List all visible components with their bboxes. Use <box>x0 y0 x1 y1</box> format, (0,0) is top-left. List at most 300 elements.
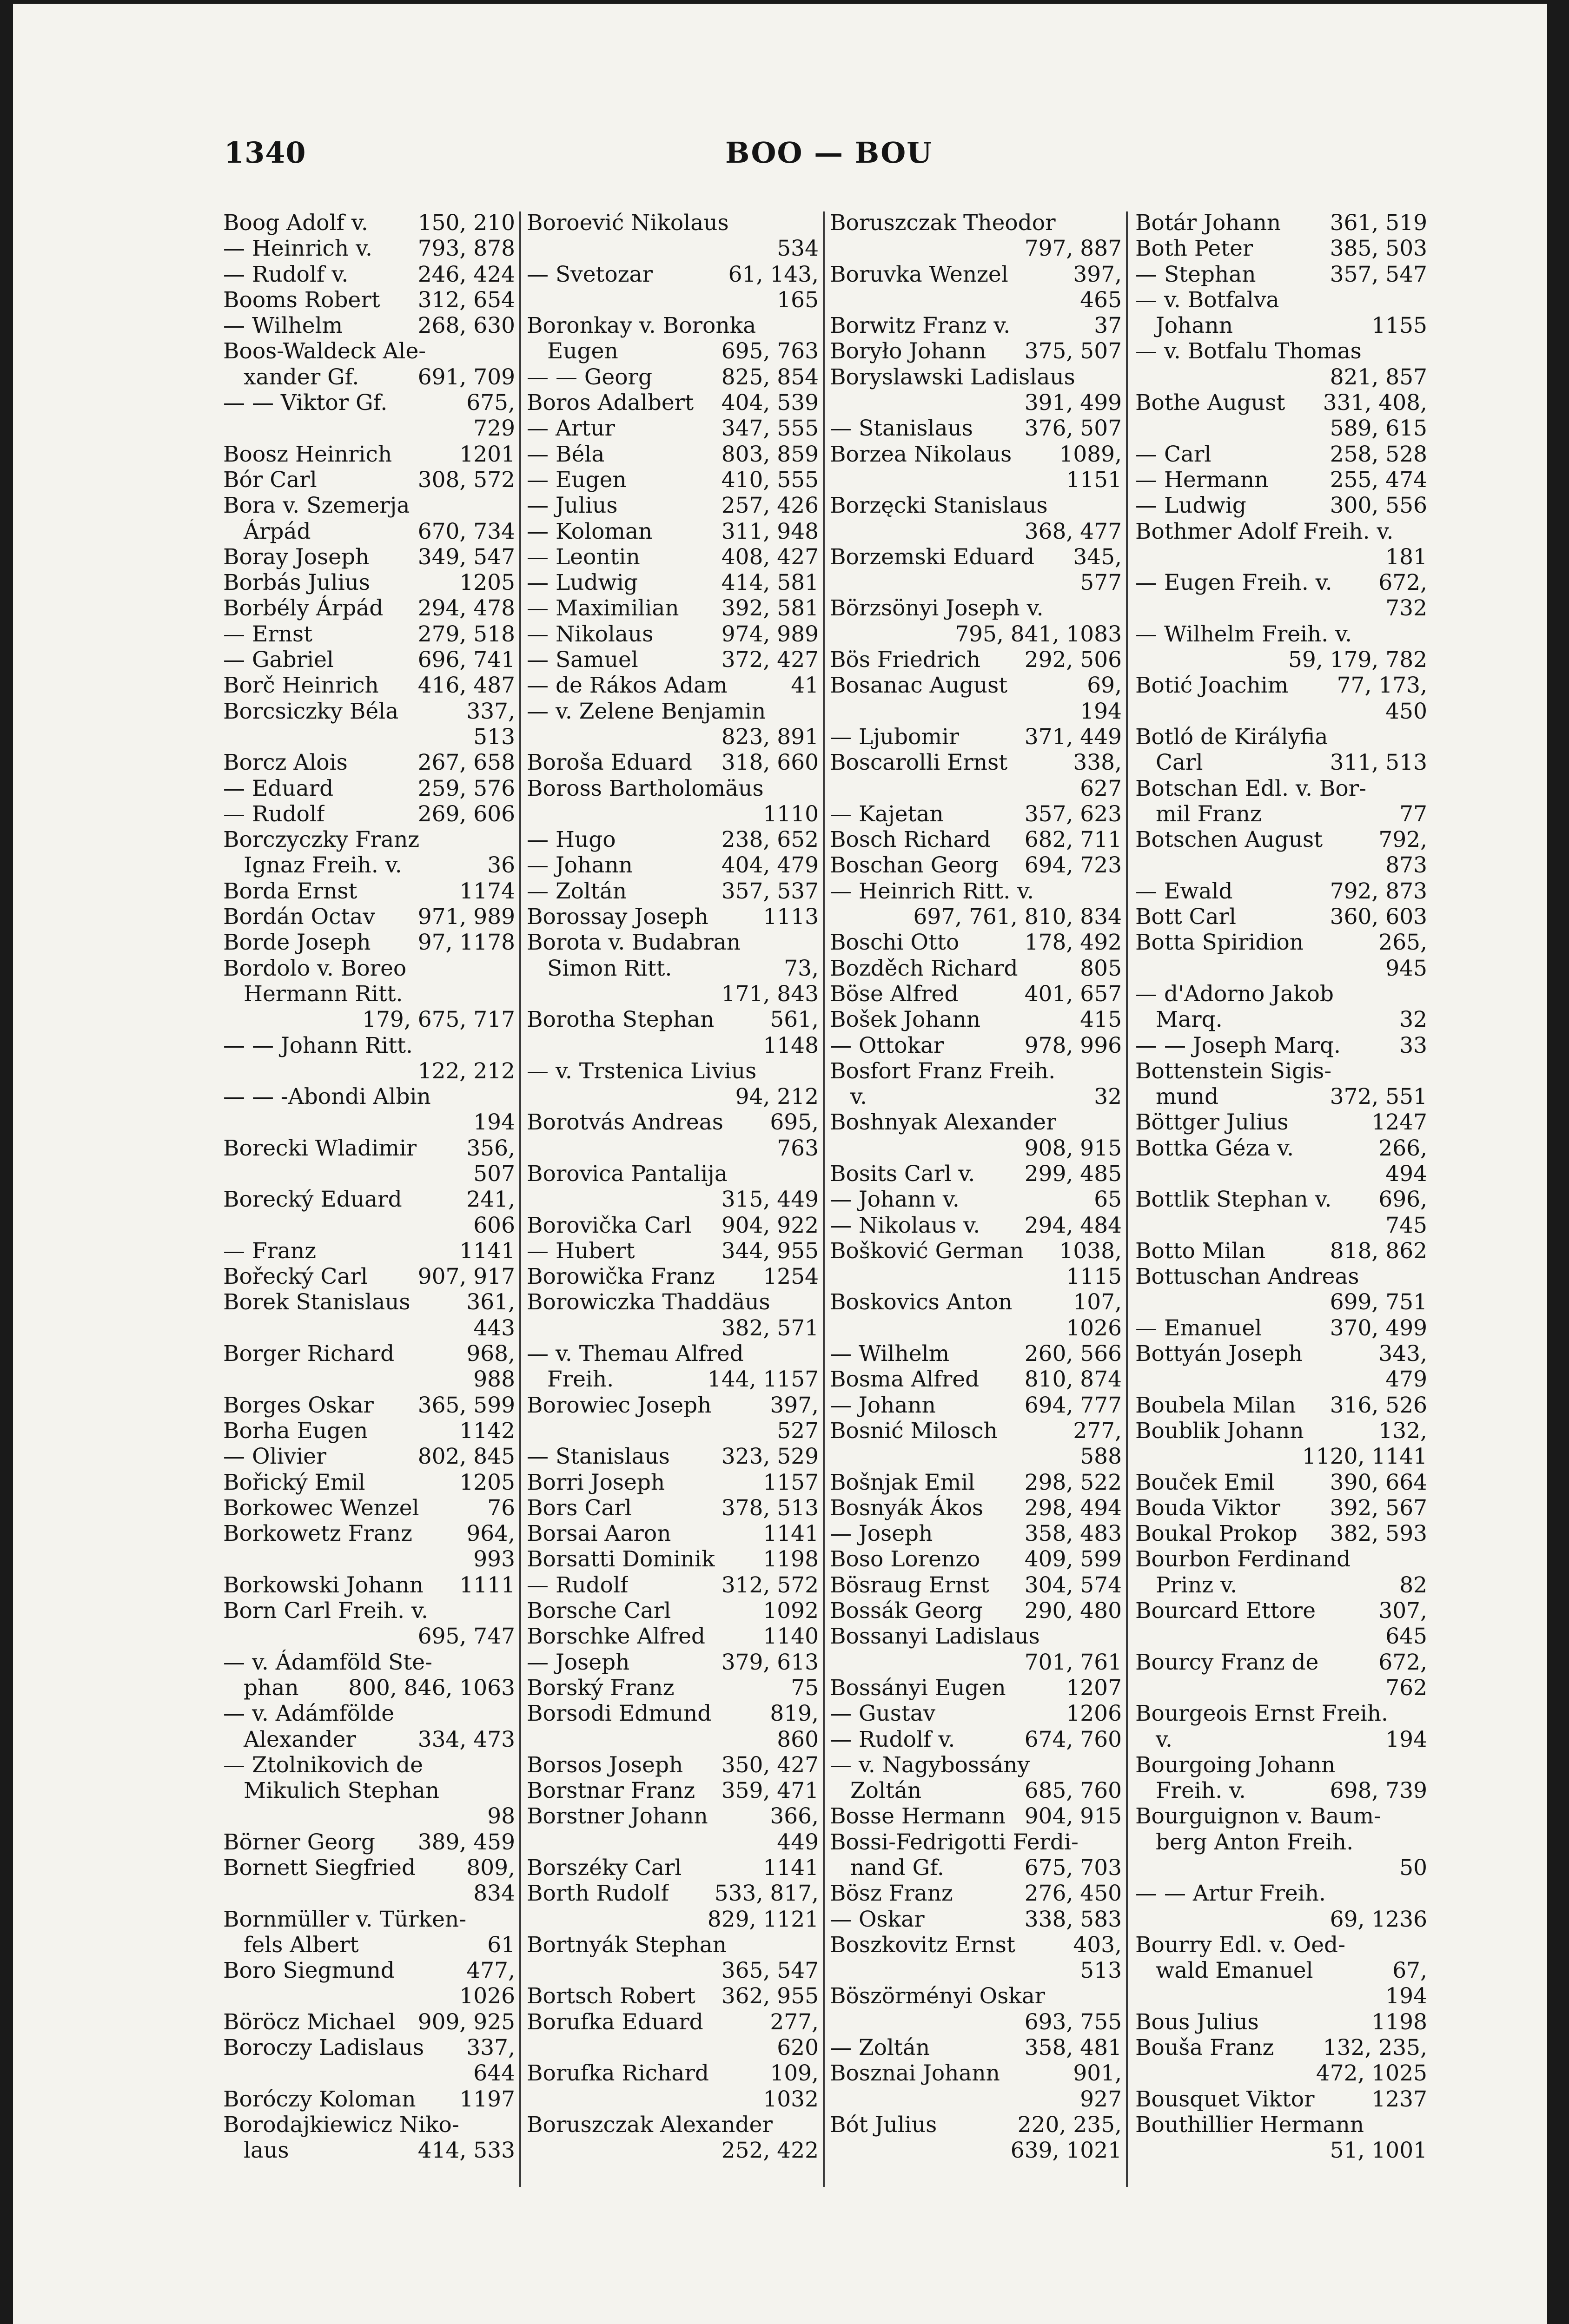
entry-name: — Olivier <box>223 1444 327 1470</box>
entry-name: — v. Nagybossány <box>830 1752 1030 1778</box>
index-entry <box>527 776 819 801</box>
page-references: 397, <box>1073 261 1122 287</box>
entry-name: — Hermann <box>1135 467 1269 493</box>
page-references: 978, 996 <box>1024 1032 1122 1058</box>
index-entry-continuation <box>830 467 1122 493</box>
page-references: 122, 212 <box>417 1058 515 1084</box>
index-entry <box>830 1752 1122 1778</box>
entry-name: Borri Joseph <box>527 1469 665 1495</box>
entry-name: Borek Stanislaus <box>223 1289 410 1315</box>
page-references: 366, <box>770 1803 819 1829</box>
entry-name: Bottyán Joseph <box>1135 1341 1303 1367</box>
page-references: 390, 664 <box>1330 1469 1427 1495</box>
index-entry <box>527 262 819 287</box>
index-entry <box>527 673 819 698</box>
index-entry-continuation <box>527 1958 819 1983</box>
entry-name: — Emanuel <box>1135 1315 1262 1341</box>
entry-name: Boro Siegmund <box>223 1958 395 1984</box>
index-entry <box>223 1829 515 1855</box>
page-references: 691, 709 <box>417 364 515 390</box>
entry-name: Bourry Edl. v. Oed- <box>1135 1932 1346 1958</box>
index-entry-continuation <box>527 2035 819 2060</box>
entry-name: — Rudolf v. <box>223 261 349 287</box>
page-references: 358, 483 <box>1024 1521 1122 1547</box>
index-entry <box>223 827 515 852</box>
index-entry-continuation <box>1135 416 1427 441</box>
page-references: 362, 955 <box>721 1983 819 2009</box>
page-number: 1340 <box>224 136 306 170</box>
index-entry <box>830 1598 1122 1624</box>
index-entry <box>527 570 819 595</box>
entry-name: Ignaz Freih. v. <box>244 852 402 878</box>
entry-name: Bosnyák Ákos <box>830 1495 984 1521</box>
index-entry <box>1135 1778 1427 1803</box>
page-references: 825, 854 <box>721 364 819 390</box>
index-entry <box>223 236 515 261</box>
page-references: 694, 723 <box>1024 852 1122 878</box>
entry-name: nand Gf. <box>850 1855 944 1881</box>
page-references: 334, 473 <box>417 1726 515 1752</box>
page-references: 94, 212 <box>735 1084 819 1110</box>
index-entry-continuation <box>830 1315 1122 1341</box>
page-references: 308, 572 <box>417 467 515 493</box>
index-entry <box>1135 467 1427 493</box>
page-references: 821, 857 <box>1330 364 1427 390</box>
entry-name: Eugen <box>547 338 618 364</box>
index-entry-continuation <box>1135 2138 1427 2163</box>
entry-name: — Stephan <box>1135 261 1256 287</box>
entry-name: Borovička Carl <box>527 1212 692 1238</box>
index-entry <box>223 981 515 1007</box>
page-references: 1120, 1141 <box>1302 1444 1427 1470</box>
entry-name: — Heinrich v. <box>223 236 372 262</box>
entry-name: — Ewald <box>1135 878 1233 904</box>
page-references: 729 <box>473 416 515 442</box>
index-entry <box>223 493 515 518</box>
page-references: 904, 922 <box>721 1212 819 1238</box>
entry-name: — Zoltán <box>527 878 627 904</box>
index-entry <box>830 1161 1122 1187</box>
index-entry <box>527 1598 819 1624</box>
index-entry <box>223 1855 515 1881</box>
index-entry-continuation <box>1135 1675 1427 1701</box>
index-entry <box>830 1932 1122 1958</box>
index-entry-continuation <box>527 1829 819 1855</box>
page-references: 370, 499 <box>1330 1315 1427 1341</box>
entry-name: Bosnić Milosch <box>830 1418 998 1444</box>
entry-name: Botschan Edl. v. Bor- <box>1135 775 1367 801</box>
index-entry-continuation <box>830 699 1122 724</box>
page-references: 974, 989 <box>721 621 819 647</box>
index-entry-continuation <box>830 1958 1122 1983</box>
entry-name: Bottenstein Sigis- <box>1135 1058 1332 1084</box>
page-references: 477, <box>466 1958 515 1984</box>
entry-name: Bosse Hermann <box>830 1803 1006 1829</box>
page-references: 360, 603 <box>1330 904 1427 930</box>
index-entry-continuation <box>527 724 819 750</box>
index-entry-continuation <box>1135 1624 1427 1649</box>
index-entry <box>223 956 515 981</box>
page-references: 82 <box>1399 1572 1427 1598</box>
entry-name: Bossi-Fedrigotti Ferdi- <box>830 1829 1079 1855</box>
index-entry <box>223 1084 515 1109</box>
index-entry <box>1135 930 1427 955</box>
index-entry <box>527 544 819 570</box>
index-entry <box>527 1932 819 1958</box>
page-references: 606 <box>473 1212 515 1238</box>
index-entry <box>830 493 1122 518</box>
entry-name: — Franz <box>223 1238 317 1264</box>
index-entry <box>830 827 1122 852</box>
entry-name: Bosfort Franz Freih. <box>830 1058 1056 1084</box>
index-entry <box>830 313 1122 338</box>
page-references: 698, 739 <box>1330 1778 1427 1804</box>
entry-name: — Carl <box>1135 441 1212 467</box>
index-entry <box>1135 1264 1427 1289</box>
page-references: 98 <box>487 1803 515 1829</box>
entry-name: Borkowski Johann <box>223 1572 424 1598</box>
entry-name: Both Peter <box>1135 236 1253 262</box>
entry-name: Borowička Franz <box>527 1264 715 1290</box>
page-references: 246, 424 <box>417 261 515 287</box>
entry-name: Bösz Franz <box>830 1881 953 1907</box>
entry-name: — v. Adámfölde <box>223 1701 395 1727</box>
index-entry-continuation <box>830 1136 1122 1161</box>
page-references: 382, 593 <box>1330 1521 1427 1547</box>
index-entry <box>830 442 1122 467</box>
index-entry <box>527 1572 819 1598</box>
page-references: 416, 487 <box>417 673 515 699</box>
page-references: 397, <box>770 1392 819 1418</box>
index-entry <box>830 956 1122 981</box>
page-references: 356, <box>466 1135 515 1161</box>
index-entry <box>1135 1033 1427 1058</box>
index-entry <box>527 1058 819 1084</box>
index-entry <box>830 1624 1122 1649</box>
index-entry <box>223 1650 515 1675</box>
index-entry <box>527 1983 819 2009</box>
page-references: 1254 <box>763 1264 819 1290</box>
index-entry <box>527 699 819 724</box>
page-references: 392, 567 <box>1330 1495 1427 1521</box>
entry-name: Borha Eugen <box>223 1418 368 1444</box>
index-entry <box>1135 2009 1427 2035</box>
page-references: 69, 1236 <box>1330 1906 1427 1932</box>
index-entry <box>830 1470 1122 1495</box>
page-references: 802, 845 <box>417 1444 515 1470</box>
entry-name: v. <box>1156 1726 1172 1752</box>
page-references: 404, 539 <box>721 390 819 416</box>
index-entry <box>830 1881 1122 1906</box>
page-references: 507 <box>473 1161 515 1187</box>
entry-name: Bór Carl <box>223 467 317 493</box>
entry-name: Bourgoing Johann <box>1135 1752 1336 1778</box>
index-entry <box>527 210 819 236</box>
entry-name: Bouček Emil <box>1135 1469 1275 1495</box>
index-entry <box>223 2086 515 2112</box>
entry-name: Freih. <box>547 1367 614 1393</box>
index-entry <box>223 2112 515 2138</box>
entry-name: Borsos Joseph <box>527 1752 683 1778</box>
index-entry <box>830 673 1122 698</box>
index-entry <box>527 1367 819 1392</box>
page-references: 194 <box>473 1109 515 1136</box>
page-references: 901, <box>1073 2060 1122 2086</box>
page-references: 675, 703 <box>1024 1855 1122 1881</box>
index-entry-continuation <box>527 981 819 1007</box>
entry-name: Boukal Prokop <box>1135 1521 1298 1547</box>
page-references: 365, 599 <box>417 1392 515 1418</box>
entry-name: Borč Heinrich <box>223 673 379 699</box>
page-references: 51, 1001 <box>1330 2138 1427 2164</box>
index-entry <box>223 544 515 570</box>
index-column-3 <box>830 210 1122 2164</box>
index-entry <box>223 1675 515 1701</box>
page-references: 194 <box>1080 698 1122 724</box>
entry-name: Borszéky Carl <box>527 1855 682 1881</box>
entry-name: Boros Adalbert <box>527 390 694 416</box>
entry-name: Borsche Carl <box>527 1598 671 1624</box>
entry-name: Bourguignon v. Baum- <box>1135 1803 1381 1829</box>
index-entry <box>830 647 1122 673</box>
page-references: 561, <box>770 1007 819 1033</box>
page-references: 299, 485 <box>1024 1161 1122 1187</box>
index-entry-continuation <box>830 1264 1122 1289</box>
page-references: 533, 817, <box>714 1881 819 1907</box>
entry-name: Borcsiczky Béla <box>223 698 399 724</box>
index-entry <box>527 338 819 364</box>
entry-name: Bors Carl <box>527 1495 632 1521</box>
page-references: 1207 <box>1066 1675 1122 1701</box>
entry-name: — Maximilian <box>527 595 679 621</box>
entry-name: Börzsönyi Joseph v. <box>830 595 1044 621</box>
page-references: 472, 1025 <box>1316 2060 1427 2086</box>
index-entry <box>830 1187 1122 1212</box>
index-entry-continuation <box>223 1315 515 1341</box>
index-entry <box>527 2009 819 2035</box>
page-references: 682, 711 <box>1024 827 1122 853</box>
page-references: 316, 526 <box>1330 1392 1427 1418</box>
entry-name: — Hubert <box>527 1238 635 1264</box>
entry-name: Borotha Stephan <box>527 1007 715 1033</box>
page-references: 588 <box>1080 1444 1122 1470</box>
index-column-4 <box>1135 210 1427 2164</box>
index-entry <box>223 1393 515 1418</box>
page-references: 800, 846, 1063 <box>348 1675 515 1701</box>
index-entry <box>223 1341 515 1367</box>
index-entry <box>527 1521 819 1546</box>
index-entry <box>1135 1958 1427 1983</box>
page-references: 968, <box>466 1341 515 1367</box>
index-entry <box>1135 210 1427 236</box>
entry-name: Bourgeois Ernst Freih. <box>1135 1701 1388 1727</box>
index-entry <box>527 2060 819 2086</box>
page-references: 1151 <box>1066 467 1122 493</box>
page-references: 59, 179, 782 <box>1288 647 1427 673</box>
index-entry <box>527 1444 819 1469</box>
page-references: 696, 741 <box>417 647 515 673</box>
entry-name: Borschke Alfred <box>527 1624 705 1650</box>
entry-name: Bortsch Robert <box>527 1983 695 2009</box>
index-entry <box>1135 236 1427 261</box>
page-references: 1141 <box>763 1855 819 1881</box>
index-entry <box>223 364 515 390</box>
entry-name: Bosma Alfred <box>830 1367 980 1393</box>
page-references: 298, 522 <box>1024 1469 1122 1495</box>
page-references: 347, 555 <box>721 416 819 442</box>
index-entry <box>1135 1752 1427 1778</box>
index-entry <box>223 930 515 955</box>
index-entry <box>830 2112 1122 2138</box>
index-entry <box>527 1675 819 1701</box>
entry-name: Borsatti Dominik <box>527 1546 715 1572</box>
index-entry <box>223 390 515 416</box>
entry-name: — Julius <box>527 493 618 519</box>
entry-name: Boray Joseph <box>223 544 370 570</box>
page-references: 311, 513 <box>1330 750 1427 776</box>
index-entry <box>223 1727 515 1752</box>
index-entry <box>830 1495 1122 1521</box>
page-references: 331, 408, <box>1323 390 1427 416</box>
page-references: 279, 518 <box>417 621 515 647</box>
entry-name: Boruszczak Theodor <box>830 210 1056 236</box>
index-entry <box>527 1701 819 1726</box>
index-entry <box>527 852 819 878</box>
entry-name: Bourcard Ettore <box>1135 1598 1316 1624</box>
entry-name: Bourbon Ferdinand <box>1135 1546 1351 1572</box>
index-entry-continuation <box>1135 1907 1427 1932</box>
index-entry <box>1135 1881 1427 1906</box>
index-entry <box>527 519 819 544</box>
index-entry <box>830 724 1122 750</box>
page-references: 1198 <box>1371 2009 1427 2035</box>
entry-name: — — Artur Freih. <box>1135 1881 1326 1907</box>
entry-name: Borzemski Eduard <box>830 544 1035 570</box>
page-references: 311, 948 <box>721 518 819 544</box>
entry-name: — Béla <box>527 441 605 467</box>
index-column-2 <box>527 210 819 2164</box>
page-references: 1237 <box>1371 2086 1427 2112</box>
page-references: 372, 551 <box>1330 1084 1427 1110</box>
entry-name: Bót Julius <box>830 2112 937 2138</box>
index-entry <box>223 673 515 698</box>
page-references: 32 <box>1399 1007 1427 1033</box>
page-references: 376, 507 <box>1024 416 1122 442</box>
index-entry <box>1135 519 1427 544</box>
page-references: 276, 450 <box>1024 1881 1122 1907</box>
entry-name: — Leontin <box>527 544 640 570</box>
index-entry <box>527 1470 819 1495</box>
entry-name: Borufka Richard <box>527 2060 709 2086</box>
index-entry <box>223 776 515 801</box>
index-entry <box>1135 262 1427 287</box>
entry-name: Marq. <box>1156 1007 1223 1033</box>
index-entry-continuation <box>830 2138 1122 2163</box>
page-references: 971, 989 <box>417 904 515 930</box>
entry-name: Bornett Siegfried <box>223 1855 416 1881</box>
entry-name: — Samuel <box>527 647 638 673</box>
entry-name: Bossák Georg <box>830 1598 983 1624</box>
entry-name: Booms Robert <box>223 287 380 313</box>
entry-name: v. <box>850 1084 867 1110</box>
index-entry <box>1135 287 1427 313</box>
index-entry <box>527 647 819 673</box>
page-references: 294, 484 <box>1024 1212 1122 1238</box>
page-references: 809, <box>466 1855 515 1881</box>
entry-name: — Ztolnikovich de <box>223 1752 423 1778</box>
page-references: 763 <box>777 1135 819 1161</box>
entry-name: Boroczy Ladislaus <box>223 2035 424 2061</box>
page-references: 685, 760 <box>1024 1778 1122 1804</box>
entry-name: — Rudolf <box>223 801 325 827</box>
page-references: 907, 917 <box>417 1264 515 1290</box>
entry-name: Borde Joseph <box>223 930 371 956</box>
entry-name: Boscarolli Ernst <box>830 750 1008 776</box>
page-references: 259, 576 <box>417 775 515 801</box>
index-entry <box>830 1829 1122 1855</box>
entry-name: Bošek Johann <box>830 1007 981 1033</box>
page-references: 378, 513 <box>721 1495 819 1521</box>
index-entry-continuation <box>223 1546 515 1572</box>
entry-name: Bösraug Ernst <box>830 1572 989 1598</box>
entry-name: — — Joseph Marq. <box>1135 1032 1341 1058</box>
index-entry <box>527 313 819 338</box>
index-entry-continuation <box>1135 1367 1427 1392</box>
column-rule <box>1126 211 1128 2187</box>
page-references: 675, <box>466 390 515 416</box>
entry-name: Mikulich Stephan <box>244 1778 440 1804</box>
index-entry <box>1135 1109 1427 1135</box>
index-entry <box>1135 2035 1427 2060</box>
page-references: 238, 652 <box>721 827 819 853</box>
entry-name: — Svetozar <box>527 261 653 287</box>
index-entry <box>223 570 515 595</box>
index-entry <box>1135 2112 1427 2138</box>
page-references: 415 <box>1080 1007 1122 1033</box>
page-references: 450 <box>1385 698 1427 724</box>
page-references: 409, 599 <box>1024 1546 1122 1572</box>
index-entry-continuation <box>1135 1213 1427 1238</box>
index-entry <box>830 2060 1122 2086</box>
entry-name: Prinz v. <box>1156 1572 1238 1598</box>
page-references: 1032 <box>763 2086 819 2112</box>
entry-name: — v. Botfalu Thomas <box>1135 338 1362 364</box>
page-references: 97, 1178 <box>417 930 515 956</box>
entry-name: Borodajkiewicz Niko- <box>223 2112 459 2138</box>
page-references: 762 <box>1385 1675 1427 1701</box>
entry-name: — v. Botfalva <box>1135 287 1279 313</box>
entry-name: Bošnjak Emil <box>830 1469 975 1495</box>
index-entry-continuation <box>223 724 515 750</box>
index-entry <box>1135 904 1427 930</box>
page-references: 61 <box>487 1932 515 1958</box>
index-entry <box>527 1546 819 1572</box>
index-entry <box>1135 1058 1427 1084</box>
entry-name: — Nikolaus v. <box>830 1212 980 1238</box>
entry-name: Borbély Árpád <box>223 595 384 621</box>
page-references: 904, 915 <box>1024 1803 1122 1829</box>
index-entry <box>223 1572 515 1598</box>
entry-name: Simon Ritt. <box>547 955 672 981</box>
index-entry <box>1135 1521 1427 1546</box>
index-entry <box>223 1470 515 1495</box>
entry-name: — v. Themau Alfred <box>527 1341 744 1367</box>
page-references: 109, <box>770 2060 819 2086</box>
index-entry <box>1135 1393 1427 1418</box>
index-entry <box>223 2138 515 2163</box>
index-entry-continuation <box>527 1907 819 1932</box>
index-entry <box>527 1341 819 1367</box>
